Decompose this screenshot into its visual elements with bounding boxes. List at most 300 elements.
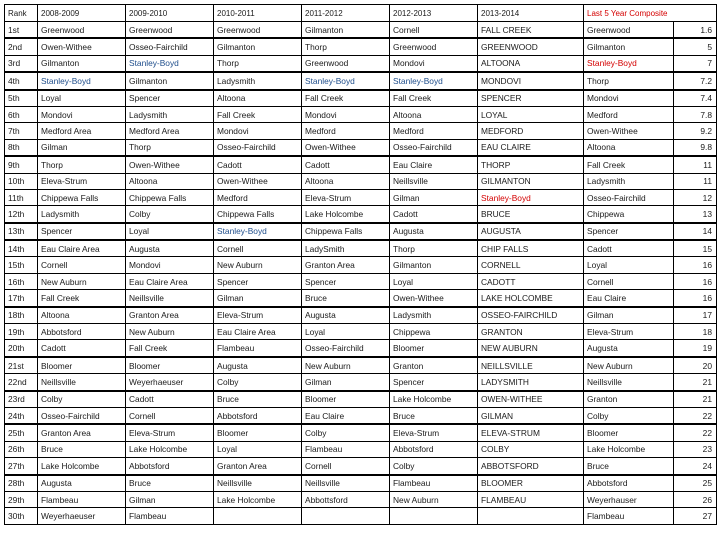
table-row (5, 173, 717, 189)
team-cell: Eleva-Strum (126, 424, 214, 441)
score-cell: 21 (674, 374, 717, 391)
team-cell: Bloomer (390, 340, 478, 357)
score-cell: 22 (674, 407, 717, 424)
score-cell: 9.8 (674, 139, 717, 156)
team-cell: Medford (390, 123, 478, 139)
score-cell: 11 (674, 156, 717, 173)
team-cell: GRANTON (478, 324, 584, 340)
team-cell: Chippewa Falls (38, 189, 126, 205)
score-cell: 17 (674, 307, 717, 324)
team-cell: Greenwood (126, 22, 214, 39)
composite-cell: Loyal (584, 257, 674, 273)
table-row (5, 206, 717, 223)
table-row (5, 257, 717, 273)
team-cell: Granton Area (38, 424, 126, 441)
team-cell: Eau Claire Area (38, 240, 126, 257)
composite-cell: Stanley-Boyd (584, 55, 674, 72)
rank-cell: 17th (5, 290, 38, 307)
team-cell: Stanley-Boyd (214, 223, 302, 240)
team-cell: Cadott (390, 206, 478, 223)
rank-cell: 25th (5, 424, 38, 441)
team-cell: GILMAN (478, 407, 584, 424)
team-cell: Lake Holcombe (302, 206, 390, 223)
rank-cell: 11th (5, 189, 38, 205)
team-cell: Ladysmith (126, 106, 214, 122)
table-row (5, 123, 717, 139)
table-row (5, 424, 717, 441)
team-cell: Abbotsford (390, 441, 478, 457)
rank-cell: 8th (5, 139, 38, 156)
team-cell: Granton Area (126, 307, 214, 324)
team-cell: Altoona (390, 106, 478, 122)
header-cell: 2010-2011 (214, 5, 302, 22)
team-cell: Flambeau (38, 491, 126, 507)
team-cell: CHIP FALLS (478, 240, 584, 257)
composite-cell: New Auburn (584, 357, 674, 374)
score-cell: 16 (674, 290, 717, 307)
rank-cell: 10th (5, 173, 38, 189)
composite-cell: Chippewa (584, 206, 674, 223)
team-cell: Cadott (214, 156, 302, 173)
team-cell: Gilman (302, 374, 390, 391)
team-cell: Thorp (390, 240, 478, 257)
team-cell: Stanley-Boyd (38, 72, 126, 89)
rank-cell: 1st (5, 22, 38, 39)
composite-cell: Flambeau (584, 508, 674, 524)
rank-cell: 24th (5, 407, 38, 424)
team-cell: Mondovi (38, 106, 126, 122)
team-cell: Thorp (38, 156, 126, 173)
table-row (5, 475, 717, 492)
team-cell: Gilman (38, 139, 126, 156)
team-cell: Bruce (390, 407, 478, 424)
table-row (5, 55, 717, 72)
composite-cell: Gilmanton (584, 38, 674, 55)
score-cell: 12 (674, 189, 717, 205)
rank-cell: 3rd (5, 55, 38, 72)
table-row (5, 290, 717, 307)
rank-cell: 12th (5, 206, 38, 223)
team-cell: Greenwood (38, 22, 126, 39)
team-cell: ALTOONA (478, 55, 584, 72)
rank-cell: 22nd (5, 374, 38, 391)
team-cell: Neillsville (38, 374, 126, 391)
composite-cell: Granton (584, 391, 674, 408)
table-row (5, 240, 717, 257)
team-cell: Eau Claire Area (126, 273, 214, 289)
team-cell: Ladysmith (214, 72, 302, 89)
team-cell: SPENCER (478, 90, 584, 107)
team-cell: LADYSMITH (478, 374, 584, 391)
rank-cell: 30th (5, 508, 38, 524)
table-row (5, 357, 717, 374)
table-row (5, 407, 717, 424)
header-cell: 2011-2012 (302, 5, 390, 22)
composite-cell: Osseo-Fairchild (584, 189, 674, 205)
composite-cell: Mondovi (584, 90, 674, 107)
score-cell: 25 (674, 475, 717, 492)
team-cell: Loyal (214, 441, 302, 457)
table-row (5, 223, 717, 240)
team-cell: Bruce (302, 290, 390, 307)
team-cell: Eleva-Strum (214, 307, 302, 324)
composite-cell: Lake Holcombe (584, 441, 674, 457)
header-cell: Rank (5, 5, 38, 22)
score-cell: 20 (674, 357, 717, 374)
team-cell: GILMANTON (478, 173, 584, 189)
score-cell: 21 (674, 391, 717, 408)
team-cell: Stanley-Boyd (126, 55, 214, 72)
team-cell: New Auburn (38, 273, 126, 289)
team-cell: Fall Creek (214, 106, 302, 122)
team-cell: Owen-Withee (302, 139, 390, 156)
team-cell (478, 508, 584, 524)
composite-cell: Thorp (584, 72, 674, 89)
header-cell: 2013-2014 (478, 5, 584, 22)
composite-cell: Cadott (584, 240, 674, 257)
score-cell: 15 (674, 240, 717, 257)
table-row (5, 491, 717, 507)
score-cell: 11 (674, 173, 717, 189)
team-cell: Spencer (38, 223, 126, 240)
score-cell: 23 (674, 441, 717, 457)
team-cell: Fall Creek (126, 340, 214, 357)
team-cell: EAU CLAIRE (478, 139, 584, 156)
score-cell: 13 (674, 206, 717, 223)
team-cell: New Auburn (214, 257, 302, 273)
team-cell: LadySmith (302, 240, 390, 257)
team-cell: Cornell (302, 458, 390, 475)
score-cell: 18 (674, 324, 717, 340)
team-cell: Medford Area (38, 123, 126, 139)
team-cell: Osseo-Fairchild (214, 139, 302, 156)
team-cell: Augusta (126, 240, 214, 257)
team-cell: Gilmanton (38, 55, 126, 72)
team-cell: Fall Creek (302, 90, 390, 107)
score-cell: 7 (674, 55, 717, 72)
composite-cell: Colby (584, 407, 674, 424)
team-cell: GREENWOOD (478, 38, 584, 55)
team-cell: AUGUSTA (478, 223, 584, 240)
table-row (5, 90, 717, 107)
team-cell: Neillsville (214, 475, 302, 492)
score-cell: 22 (674, 424, 717, 441)
team-cell: Neillsville (302, 475, 390, 492)
team-cell: Fall Creek (38, 290, 126, 307)
rankings-table (4, 4, 717, 525)
team-cell: Cadott (38, 340, 126, 357)
table-row (5, 307, 717, 324)
team-cell: Ladysmith (390, 307, 478, 324)
team-cell: Owen-Withee (38, 38, 126, 55)
team-cell: New Auburn (302, 357, 390, 374)
rank-cell: 14th (5, 240, 38, 257)
team-cell: Stanley-Boyd (478, 189, 584, 205)
composite-cell: Augusta (584, 340, 674, 357)
team-cell: Colby (390, 458, 478, 475)
team-cell: Weyerhaeuser (126, 374, 214, 391)
team-cell: Owen-Withee (390, 290, 478, 307)
team-cell: Augusta (214, 357, 302, 374)
team-cell: Chippewa Falls (214, 206, 302, 223)
team-cell: COLBY (478, 441, 584, 457)
team-cell: Osseo-Fairchild (38, 407, 126, 424)
team-cell: Stanley-Boyd (302, 72, 390, 89)
table-row (5, 374, 717, 391)
team-cell: Bloomer (126, 357, 214, 374)
team-cell: Flambeau (126, 508, 214, 524)
team-cell: BLOOMER (478, 475, 584, 492)
team-cell: Gilmanton (390, 257, 478, 273)
team-cell: Gilmanton (302, 22, 390, 39)
table-row (5, 340, 717, 357)
rank-cell: 13th (5, 223, 38, 240)
composite-cell: Eleva-Strum (584, 324, 674, 340)
team-cell: Gilmanton (214, 38, 302, 55)
composite-cell: Altoona (584, 139, 674, 156)
table-row (5, 458, 717, 475)
team-cell: Gilman (390, 189, 478, 205)
table-row (5, 106, 717, 122)
team-cell (214, 508, 302, 524)
team-cell: MONDOVI (478, 72, 584, 89)
team-cell (302, 508, 390, 524)
team-cell: BRUCE (478, 206, 584, 223)
team-cell: Gilman (214, 290, 302, 307)
table-row (5, 189, 717, 205)
team-cell: Thorp (302, 38, 390, 55)
score-cell: 24 (674, 458, 717, 475)
team-cell: Loyal (390, 273, 478, 289)
team-cell: Lake Holcombe (214, 491, 302, 507)
team-cell: Loyal (38, 90, 126, 107)
table-row (5, 441, 717, 457)
team-cell: Colby (38, 391, 126, 408)
team-cell: New Auburn (390, 491, 478, 507)
table-row (5, 72, 717, 89)
team-cell: ABBOTSFORD (478, 458, 584, 475)
score-cell: 1.6 (674, 22, 717, 39)
team-cell: Lake Holcombe (126, 441, 214, 457)
team-cell: Chippewa Falls (302, 223, 390, 240)
composite-cell: Neillsville (584, 374, 674, 391)
rank-cell: 9th (5, 156, 38, 173)
team-cell: Augusta (302, 307, 390, 324)
header-cell: 2009-2010 (126, 5, 214, 22)
rank-cell: 19th (5, 324, 38, 340)
team-cell: Altoona (302, 173, 390, 189)
rank-cell: 21st (5, 357, 38, 374)
team-cell: Medford (214, 189, 302, 205)
team-cell: FALL CREEK (478, 22, 584, 39)
team-cell: Greenwood (390, 38, 478, 55)
composite-cell: Bruce (584, 458, 674, 475)
header-cell: 2012-2013 (390, 5, 478, 22)
team-cell: NEW AUBURN (478, 340, 584, 357)
team-cell: Flambeau (390, 475, 478, 492)
rank-cell: 15th (5, 257, 38, 273)
team-cell: Bloomer (38, 357, 126, 374)
team-cell: Cornell (214, 240, 302, 257)
team-cell: Colby (126, 206, 214, 223)
rank-cell: 16th (5, 273, 38, 289)
team-cell: Abbottsford (302, 491, 390, 507)
team-cell: Bruce (214, 391, 302, 408)
team-cell: Osseo-Fairchild (390, 139, 478, 156)
composite-cell: Weyerhauser (584, 491, 674, 507)
team-cell: Gilman (126, 491, 214, 507)
team-cell: Cornell (126, 407, 214, 424)
composite-cell: Abbotsford (584, 475, 674, 492)
composite-cell: Fall Creek (584, 156, 674, 173)
team-cell: Greenwood (214, 22, 302, 39)
team-cell: MEDFORD (478, 123, 584, 139)
rank-cell: 26th (5, 441, 38, 457)
team-cell: Bloomer (214, 424, 302, 441)
team-cell: Thorp (214, 55, 302, 72)
rank-cell: 4th (5, 72, 38, 89)
rank-cell: 29th (5, 491, 38, 507)
team-cell: Flambeau (302, 441, 390, 457)
composite-cell: Owen-Withee (584, 123, 674, 139)
team-cell: LOYAL (478, 106, 584, 122)
rank-cell: 6th (5, 106, 38, 122)
team-cell: OWEN-WITHEE (478, 391, 584, 408)
team-cell: Eleva-Strum (390, 424, 478, 441)
rank-cell: 28th (5, 475, 38, 492)
team-cell: Medford (302, 123, 390, 139)
team-cell: NEILLSVILLE (478, 357, 584, 374)
score-cell: 27 (674, 508, 717, 524)
team-cell: New Auburn (126, 324, 214, 340)
team-cell: Neillsville (126, 290, 214, 307)
team-cell: Abbotsford (38, 324, 126, 340)
team-cell: Cadott (302, 156, 390, 173)
team-cell: Cornell (390, 22, 478, 39)
team-cell: Mondovi (214, 123, 302, 139)
team-cell: Medford Area (126, 123, 214, 139)
team-cell: Eau Claire (390, 156, 478, 173)
team-cell: Mondovi (390, 55, 478, 72)
team-cell: Bruce (126, 475, 214, 492)
team-cell: Gilmanton (126, 72, 214, 89)
team-cell: Lake Holcombe (38, 458, 126, 475)
score-cell: 26 (674, 491, 717, 507)
team-cell: Spencer (126, 90, 214, 107)
composite-cell: Medford (584, 106, 674, 122)
team-cell: Osseo-Fairchild (302, 340, 390, 357)
rank-cell: 2nd (5, 38, 38, 55)
team-cell: Loyal (302, 324, 390, 340)
team-cell: Weyerhaeuser (38, 508, 126, 524)
header-cell: 2008-2009 (38, 5, 126, 22)
team-cell: Spencer (214, 273, 302, 289)
team-cell: Chippewa Falls (126, 189, 214, 205)
composite-cell: Spencer (584, 223, 674, 240)
team-cell: Loyal (126, 223, 214, 240)
team-cell: LAKE HOLCOMBE (478, 290, 584, 307)
composite-cell: Cornell (584, 273, 674, 289)
table-row (5, 324, 717, 340)
rank-cell: 23rd (5, 391, 38, 408)
composite-cell: Bloomer (584, 424, 674, 441)
team-cell: Stanley-Boyd (390, 72, 478, 89)
team-cell: Fall Creek (390, 90, 478, 107)
composite-cell: Greenwood (584, 22, 674, 39)
rank-cell: 27th (5, 458, 38, 475)
team-cell (390, 508, 478, 524)
score-cell: 14 (674, 223, 717, 240)
team-cell: Osseo-Fairchild (126, 38, 214, 55)
header-row (5, 5, 717, 22)
team-cell: CORNELL (478, 257, 584, 273)
team-cell: Colby (214, 374, 302, 391)
team-cell: Cadott (126, 391, 214, 408)
team-cell: FLAMBEAU (478, 491, 584, 507)
table-row (5, 273, 717, 289)
table-row (5, 391, 717, 408)
team-cell: Ladysmith (38, 206, 126, 223)
score-cell: 7.8 (674, 106, 717, 122)
rank-cell: 5th (5, 90, 38, 107)
team-cell: Abbotsford (214, 407, 302, 424)
table-row (5, 508, 717, 524)
team-cell: Lake Holcombe (390, 391, 478, 408)
score-cell: 16 (674, 257, 717, 273)
team-cell: Granton (390, 357, 478, 374)
team-cell: Spencer (302, 273, 390, 289)
team-cell: Eau Claire (302, 407, 390, 424)
team-cell: Granton Area (302, 257, 390, 273)
team-cell: Flambeau (214, 340, 302, 357)
score-cell: 16 (674, 273, 717, 289)
score-cell: 19 (674, 340, 717, 357)
team-cell: Granton Area (214, 458, 302, 475)
composite-cell: Eau Claire (584, 290, 674, 307)
team-cell: Altoona (126, 173, 214, 189)
team-cell: Colby (302, 424, 390, 441)
team-cell: Bruce (38, 441, 126, 457)
team-cell: Owen-Withee (214, 173, 302, 189)
team-cell: Cornell (38, 257, 126, 273)
score-cell: 9.2 (674, 123, 717, 139)
team-cell: Abbotsford (126, 458, 214, 475)
team-cell: Eleva-Strum (38, 173, 126, 189)
team-cell: THORP (478, 156, 584, 173)
score-cell: 7.2 (674, 72, 717, 89)
team-cell: Augusta (38, 475, 126, 492)
team-cell: Eleva-Strum (302, 189, 390, 205)
team-cell: Mondovi (126, 257, 214, 273)
table-row (5, 22, 717, 39)
composite-cell: Ladysmith (584, 173, 674, 189)
team-cell: Altoona (38, 307, 126, 324)
score-cell: 7.4 (674, 90, 717, 107)
header-cell: Last 5 Year Composite (584, 5, 717, 22)
rank-cell: 18th (5, 307, 38, 324)
team-cell: Bloomer (302, 391, 390, 408)
team-cell: Eau Claire Area (214, 324, 302, 340)
team-cell: Greenwood (302, 55, 390, 72)
team-cell: Mondovi (302, 106, 390, 122)
team-cell: Altoona (214, 90, 302, 107)
team-cell: CADOTT (478, 273, 584, 289)
team-cell: Spencer (390, 374, 478, 391)
team-cell: Thorp (126, 139, 214, 156)
composite-cell: Gilman (584, 307, 674, 324)
table-row (5, 156, 717, 173)
score-cell: 5 (674, 38, 717, 55)
